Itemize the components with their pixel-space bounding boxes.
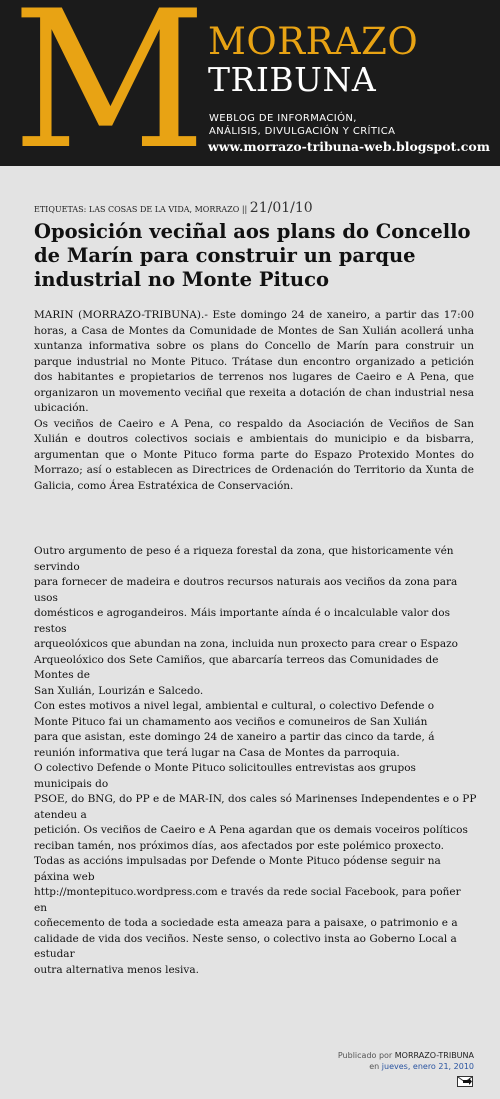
body-line: atendeu a (34, 808, 87, 821)
body-line: http://montepituco.wordpress.com e través da rede social Facebook, para poñer (34, 886, 461, 898)
tagline-line1: WEBLOG DE INFORMACIÓN, (209, 113, 357, 124)
label-link[interactable]: MORRAZO (194, 205, 240, 214)
body-line: páxina web (34, 870, 95, 883)
body-line: reciban tamén, nos próximos días, aos afectados por este polémico proxecto. (34, 839, 445, 852)
body-line: usos (34, 591, 58, 604)
post-date: 21/01/10 (249, 200, 313, 216)
post-author-line (338, 1051, 474, 1061)
logo-letter: M (12, 0, 207, 191)
post-meta: ETIQUETAS: LAS COSAS DE LA VIDA, MORRAZO || 21/01/10 (34, 200, 313, 216)
body-line: Arqueolóxico dos Sete Camiños, que abarcaría terreos das Comunidades de (34, 653, 439, 666)
body-line: outra alternativa menos lesiva. (34, 963, 199, 976)
on-label: en (369, 1062, 380, 1071)
label-link[interactable]: LAS COSAS DE LA VIDA (88, 205, 190, 214)
brand-name-line2: TRIBUNA (208, 60, 377, 99)
body-line: para que asistan, este domingo 24 de xaneiro a partir das cinco da tarde, á (34, 731, 435, 743)
body-line: PSOE, do BNG, do PP e de MAR-IN, dos cales só Marinenses Independentes e o PP (34, 793, 477, 805)
body-line: Outro argumento de peso é a riqueza forestal da zona, que historicamente vén (34, 545, 454, 557)
body-line: Monte Pituco fai un chamamento aos veciños e comuneiros de San Xulián (34, 715, 428, 728)
body-line: restos (34, 622, 67, 635)
body-line: arqueolóxicos que abundan na zona, incluida nun proxecto para crear o Espazo (34, 638, 458, 650)
body-line: coñecemento de toda a sociedade esta ameaza para a paisaxe, o patrimonio e a (34, 917, 458, 929)
body-line: estudar (34, 948, 75, 960)
body-line: calidade de vida dos veciños. Neste senso, o colectivo insta ao Goberno Local a (34, 932, 457, 945)
body-line: en (34, 901, 47, 914)
post-body-intro (34, 308, 474, 494)
body-line: O colectivo Defende o Monte Pituco solicitoulles entrevistas aos grupos (34, 762, 416, 774)
body-line: reunión informativa que terá lugar na Casa de Montes da parroquia. (34, 746, 400, 759)
body-line: domésticos e agrogandeiros. Máis importante aínda é o incalculable valor dos (34, 607, 450, 619)
body-line: para fornecer de madeira e doutros recursos naturais aos veciños da zona para (34, 576, 458, 588)
meta-separator: || (241, 205, 248, 214)
body-line: municipais do (34, 777, 109, 790)
body-line: servindo (34, 560, 80, 573)
email-post-icon[interactable] (457, 1076, 473, 1087)
body-line: Montes de (34, 669, 90, 681)
post-paragraph: Os veciños de Caeiro e A Pena, co respaldo da Asociación de Veciños de San Xulián e doutros colectivos sociais e ambientais do municipio e da bisbarra, argumentan que o Monte Pituco forma parte do Espazo Protexido Montes do Morrazo; así o establecen as Directrices de Ordenación do Territorio da Xunta de Galicia, como Área Estratéxica de Conservación. (34, 417, 474, 492)
post-paragraph: MARIN (MORRAZO-TRIBUNA).- Este domingo 24 de xaneiro, a partir das 17:00 horas, a Casa de Montes da Comunidade de Montes de San Xulián acollerá unha xuntanza informativa sobre os plans do Concello de Marín para construir un parque industrial no Monte Pituco. Trátase dun encontro organizado a petición dos habitantes e propietarios de terrenos nos lugares de Caeiro e A Pena, que organizaron un movemento veciñal que rexeita a dotación de chan industrial nesa ubicación. (34, 309, 474, 414)
body-line: Todas as accións impulsadas por Defende o Monte Pituco pódense seguir na (34, 855, 441, 867)
blog-header[interactable] (0, 0, 500, 191)
blog-url: www.morrazo-tribuna-web.blogspot.com (208, 139, 490, 154)
brand-name-line1: MORRAZO (208, 20, 419, 63)
post-timestamp-link[interactable]: jueves, enero 21, 2010 (381, 1062, 474, 1071)
body-line: Con estes motivos a nivel legal, ambiental e cultural, o colectivo Defende o (34, 700, 435, 712)
post-body-continued (34, 544, 477, 978)
post-timestamp-line (369, 1062, 474, 1072)
published-by-label: Publicado por (337, 1051, 393, 1060)
post-title[interactable]: Oposición veciñal aos plans do Concello de Marín para construir un parque industrial no Monte Pituco (34, 220, 471, 291)
tagline-line2: ANÁLISIS, DIVULGACIÓN Y CRÍTICA (209, 126, 396, 137)
post-author[interactable]: MORRAZO-TRIBUNA (394, 1051, 474, 1060)
body-line: petición. Os veciños de Caeiro e A Pena agardan que os demais voceiros políticos (34, 824, 468, 836)
body-line: San Xulián, Lourizán e Salcedo. (34, 684, 204, 697)
labels-prefix: ETIQUETAS: (34, 205, 87, 214)
